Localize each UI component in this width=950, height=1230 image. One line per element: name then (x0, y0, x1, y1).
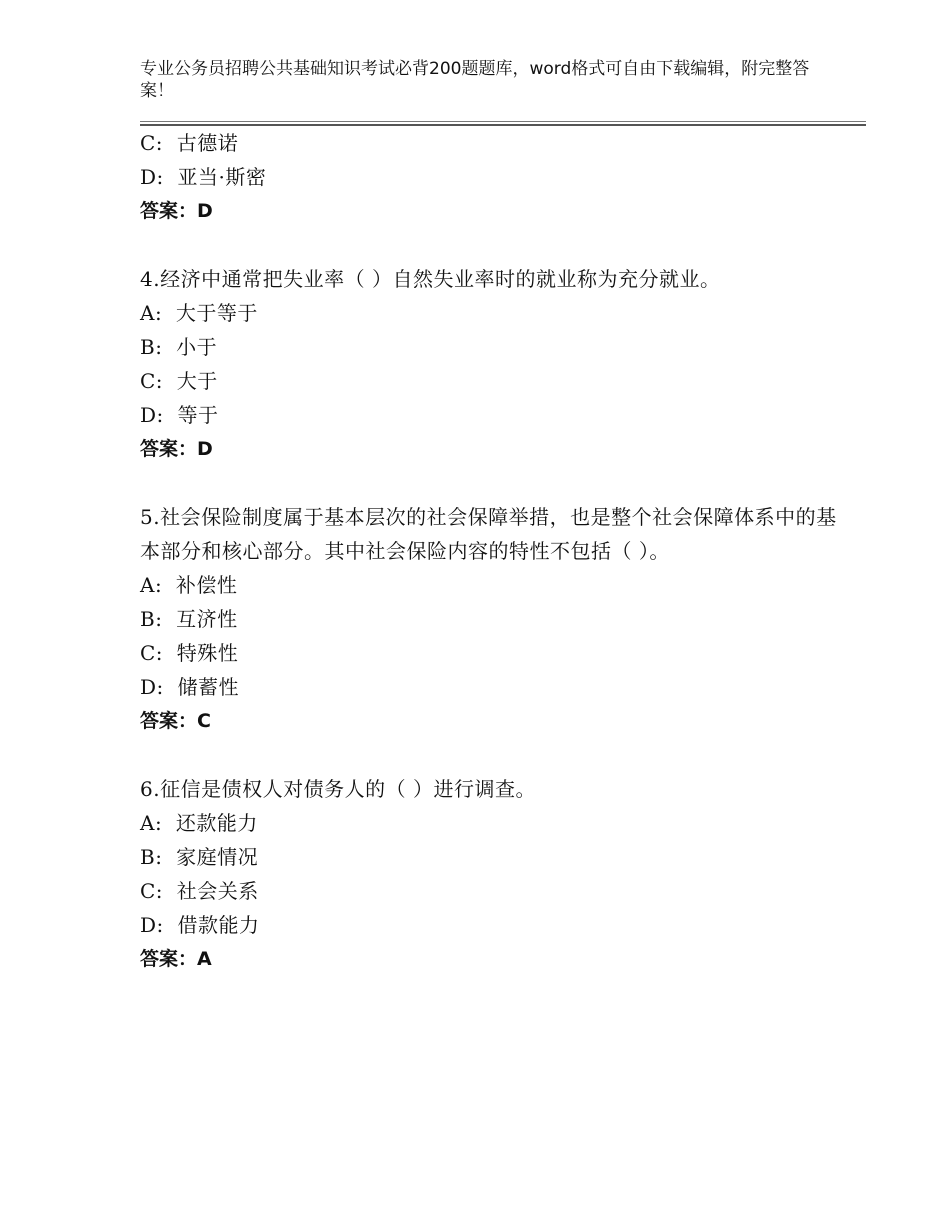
option-c: C: 特殊性 (140, 641, 239, 665)
option-a: A: 还款能力 (140, 811, 258, 835)
question-6-stem: 6.征信是债权人对债务人的（ ）进行调查。 (140, 777, 536, 801)
spacer (140, 228, 840, 262)
option-c: C: 社会关系 (140, 879, 259, 903)
spacer (140, 466, 840, 500)
answer-line: 答案：C (140, 710, 211, 732)
option-d: D: 借款能力 (140, 913, 260, 937)
answer-line: 答案：A (140, 948, 212, 970)
option-a: A: 补偿性 (140, 573, 238, 597)
answer-line: 答案：D (140, 438, 213, 460)
option-a: A: 大于等于 (140, 301, 258, 325)
option-d: D: 储蓄性 (140, 675, 239, 699)
document-body (140, 126, 840, 976)
option-c: C: 大于 (140, 369, 218, 393)
answer-line: 答案：D (140, 200, 213, 222)
option-c: C: 古德诺 (140, 131, 239, 155)
spacer (140, 738, 840, 772)
option-d: D: 亚当·斯密 (140, 165, 267, 189)
option-b: B: 家庭情况 (140, 845, 259, 869)
option-b: B: 互济性 (140, 607, 238, 631)
document-header: 专业公务员招聘公共基础知识考试必背200题题库，word格式可自由下载编辑，附完整答案！ (140, 59, 810, 101)
question-4-stem: 4.经济中通常把失业率（ ）自然失业率时的就业称为充分就业。 (140, 267, 721, 291)
option-b: B: 小于 (140, 335, 218, 359)
option-d: D: 等于 (140, 403, 219, 427)
question-5-stem: 5.社会保险制度属于基本层次的社会保障举措，也是整个社会保障体系中的基本部分和核心部分。其中社会保险内容的特性不包括（ ）。 (140, 505, 837, 563)
